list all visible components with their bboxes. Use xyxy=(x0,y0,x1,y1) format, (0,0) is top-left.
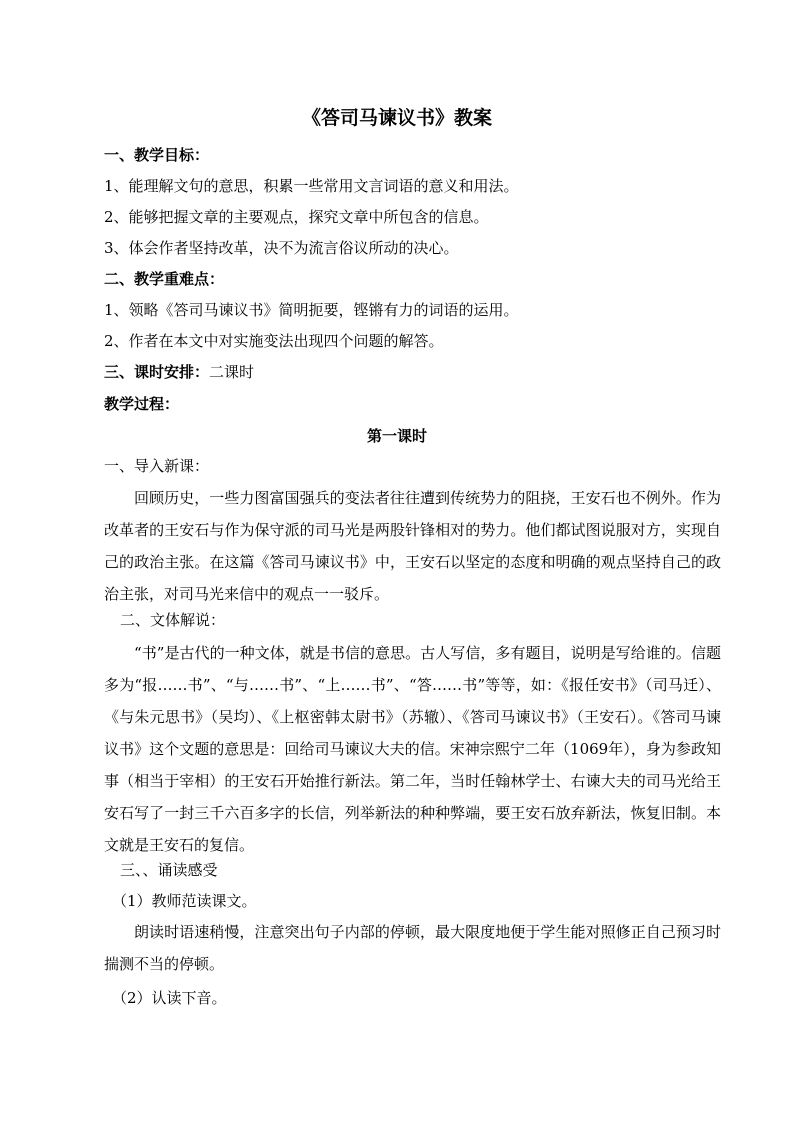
section-heading-objectives: 一、教学目标： xyxy=(104,146,210,164)
key-point-item: 2、作者在本文中对实施变法出现四个问题的解答。 xyxy=(104,332,444,350)
reading-step: （2）认读下音。 xyxy=(112,989,227,1007)
document-title: 《答司马谏议书》教案 xyxy=(301,107,492,129)
objective-item: 1、能理解文句的意思，积累一些常用文言词语的意义和用法。 xyxy=(104,177,519,195)
reading-heading: 三、、诵读感受 xyxy=(120,861,218,879)
section-heading-schedule: 三、课时安排： xyxy=(104,363,210,381)
key-point-item: 1、领略《答司马谏议书》简明扼要，铿锵有力的词语的运用。 xyxy=(104,301,519,319)
process-heading: 教学过程： xyxy=(104,395,180,413)
reading-step: （1）教师范读课文。 xyxy=(112,892,257,910)
intro-paragraph: 回顾历史，一些力图富国强兵的变法者往往遭到传统势力的阻挠，王安石也不例外。作为改革者的王安石与作为保守派的司马光是两股针锋相对的势力。他们都试图说服对方，实现自己的政治主张。在这篇《答司马谏议书》中，王安石以坚定的态度和明确的观点坚持自己的政治主张，对司马光来信中的观点一一驳斥。 xyxy=(104,489,721,603)
objective-item: 3、体会作者坚持改革，决不为流言俗议所动的决心。 xyxy=(104,239,459,257)
intro-heading: 一、导入新课： xyxy=(104,457,210,475)
style-heading: 二、文体解说： xyxy=(120,611,226,629)
schedule-value: 二课时 xyxy=(209,363,255,381)
schedule-line xyxy=(104,362,254,382)
objective-item: 2、能够把握文章的主要观点，探究文章中所包含的信息。 xyxy=(104,208,489,226)
style-paragraph: “书”是古代的一种文体，就是书信的意思。古人写信，多有题目，说明是写给谁的。信题多为“报……书”、“与……书”、“上……书”、“答……书”等等，如：《报任安书》（司马迁）、《与朱元思书》（吴均）、《上枢密韩太尉书》（苏辙）、《答司马谏议书》（王安石）。《答司马谏议书》这个文题的意思是：回给司马谏议大夫的信。宋神宗熙宁二年（1069年），身为参政知事（相当于宰相）的王安石开始推行新法。第二年，当时任翰林学士、右谏大夫的司马光给王安石写了一封三千六百多字的长信，列举新法的种种弊端，要王安石放弃新法，恢复旧制。本文就是王安石的复信。 xyxy=(104,644,721,854)
lesson-heading: 第一课时 xyxy=(366,427,427,445)
section-heading-key-points: 二、教学重难点： xyxy=(104,270,225,288)
reading-step-paragraph: 朗读时语速稍慢，注意突出句子内部的停顿，最大限度地便于学生能对照修正自己预习时揣测不当的停顿。 xyxy=(104,923,721,973)
